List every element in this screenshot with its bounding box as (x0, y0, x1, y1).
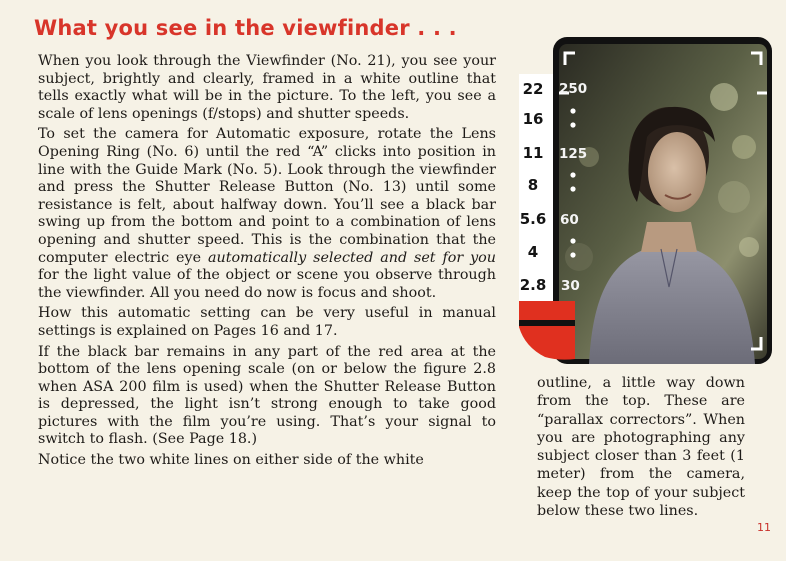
exposure-needle-bar (519, 320, 575, 326)
f-stop-22: 22 (522, 80, 544, 98)
automatic-text-italic: automatically selected and set for you (207, 249, 496, 266)
shutter-speed-60: 60 (560, 212, 579, 228)
paragraph-viewfinder-intro: When you look through the Viewfinder (No. 21), you see your subject, brightly and clearly, framed in a white outline that tells exactly what will be in the picture. To the left, you see a scale of lens openings (f/stops) and shutter speeds. (38, 53, 496, 122)
f-stop-4: 4 (527, 243, 539, 261)
f-stop-11: 11 (522, 144, 544, 162)
main-text-column (38, 53, 496, 473)
shutter-speed-125: 125 (559, 146, 588, 162)
paragraph-manual-settings: How this automatic setting can be very useful in manual settings is explained on Pages 16 and 17. (38, 305, 496, 339)
paragraph-parallax-start: Notice the two white lines on either side of the white (38, 452, 424, 469)
paragraph-flash-warning: If the black bar remains in any part of the red area at the bottom of the lens opening scale (on or below the figure 2.8 when ASA 200 film is used) when the Shutter Release Button is depressed, the light isn’t strong enough to take good pictures with the film you’re using. That’s your signal to switch to flash. (See Page 18.) (38, 343, 496, 448)
parallax-continuation-text: outline, a little way down from the top. These are “parallax correctors”. When you are photographing any subject closer than 3 feet (1 meter) from the camera, keep the top of your subject below these two lines. (537, 375, 745, 520)
f-stop-16: 16 (522, 110, 544, 128)
f-stop-8: 8 (527, 176, 539, 194)
automatic-text-end: for the light value of the object or scene you observe through the viewfinder. All you need do now is focus and shoot. (38, 267, 496, 301)
automatic-text-start: To set the camera for Automatic exposure, rotate the Lens Opening Ring (No. 6) until the red “A” clicks into position in line with the Guide Mark (No. 5). Look through the viewfinder and press the Shutter Release Button (No. 13) until some resistance is felt, about halfway down. You’ll see a black bar swing up from the bottom and point to a combination of lens opening and shutter speed. This is the combination that the computer electric eye (38, 126, 496, 266)
shutter-speed-250: 250 (559, 81, 588, 97)
page-heading: What you see in the viewfinder . . . (34, 16, 457, 40)
f-stop-2-8: 2.8 (519, 276, 547, 294)
f-stop-5-6: 5.6 (519, 210, 547, 228)
paragraph-automatic-exposure (38, 126, 496, 302)
shutter-speed-30: 30 (561, 278, 580, 294)
low-light-red-zone (519, 301, 575, 360)
viewfinder-illustration (519, 37, 772, 364)
page-number: 11 (757, 521, 771, 534)
